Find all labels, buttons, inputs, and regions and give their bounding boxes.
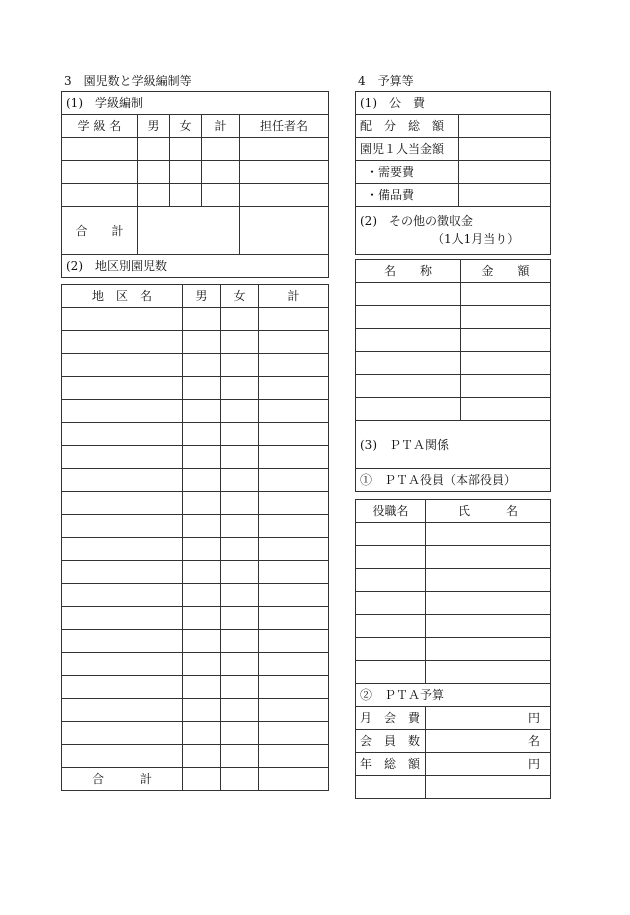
blank-cell[interactable] [259,538,329,561]
allocation-total-label: 配 分 総 額 [356,115,459,138]
blank-cell[interactable] [221,492,259,515]
table-row [62,400,329,423]
table-row [356,592,551,615]
blank-cell[interactable] [426,592,551,615]
table-row [62,446,329,469]
other-fees-title: (2) その他の徴収金 [360,214,473,228]
blank-cell[interactable] [221,584,259,607]
table-row [356,546,551,569]
blank-cell[interactable] [183,538,221,561]
blank-cell[interactable] [259,584,329,607]
header-position: 役職名 [356,500,426,523]
blank-cell[interactable] [183,561,221,584]
blank-cell[interactable] [183,354,221,377]
blank-cell[interactable] [259,745,329,768]
blank-cell[interactable] [183,699,221,722]
blank-cell[interactable] [183,400,221,423]
blank-cell[interactable] [461,283,551,306]
table-row [356,306,551,329]
table-row [356,283,551,306]
blank-cell[interactable] [221,423,259,446]
blank-cell[interactable] [183,607,221,630]
table-row [62,308,329,331]
blank-cell[interactable] [259,676,329,699]
blank-cell[interactable] [426,569,551,592]
blank-cell[interactable] [259,377,329,400]
pta-officers-title: ① ＰＴＡ役員（本部役員） [356,469,551,492]
blank-cell[interactable] [356,615,426,638]
monthly-fee-unit[interactable]: 円 [426,707,551,730]
blank-cell[interactable] [426,615,551,638]
blank-cell[interactable] [62,354,183,377]
per-child-amount-label: 園児１人当金額 [356,138,459,161]
blank-cell[interactable] [259,699,329,722]
blank-cell[interactable] [62,492,183,515]
blank-cell[interactable] [426,638,551,661]
public-funds-table [355,91,551,255]
header-district: 地 区 名 [62,285,183,308]
other-fees-table [355,259,551,492]
table-row [62,538,329,561]
blank-cell[interactable] [259,308,329,331]
header-total: 計 [202,115,240,138]
blank-cell[interactable] [259,354,329,377]
table-row [62,161,329,184]
blank-cell[interactable] [221,653,259,676]
public-funds-title: (1) 公 費 [356,92,551,115]
blank-cell[interactable] [183,515,221,538]
blank-cell[interactable] [62,377,183,400]
supplies-label: ・需要費 [356,161,459,184]
header-officer-name: 氏 名 [426,500,551,523]
blank-cell[interactable] [62,745,183,768]
table-row [62,331,329,354]
blank-cell[interactable] [183,308,221,331]
blank-cell[interactable] [62,607,183,630]
table-row [62,377,329,400]
blank-cell[interactable] [183,745,221,768]
blank-cell[interactable] [221,377,259,400]
blank-cell[interactable] [426,661,551,684]
blank-cell[interactable] [259,423,329,446]
blank-cell[interactable] [259,722,329,745]
table-row [62,699,329,722]
header-amount: 金 額 [461,260,551,283]
pta-table [355,499,551,799]
member-count-label: 会 員 数 [356,730,426,753]
blank-cell[interactable] [221,446,259,469]
pta-budget-title: ② ＰＴＡ予算 [356,684,551,707]
table-row [62,584,329,607]
blank-cell[interactable] [426,546,551,569]
class-total-blank[interactable] [240,207,329,255]
blank-cell[interactable] [62,446,183,469]
blank-cell[interactable] [62,561,183,584]
blank-cell[interactable] [221,354,259,377]
header-male: 男 [138,115,170,138]
header-class-name: 学 級 名 [62,115,138,138]
table-row [356,329,551,352]
blank-cell[interactable] [461,398,551,421]
blank-cell[interactable] [62,423,183,446]
blank-cell[interactable] [183,653,221,676]
blank-cell[interactable] [62,722,183,745]
blank-cell[interactable] [356,352,461,375]
section-3-heading: 3 園児数と学級編制等 [64,74,192,88]
blank-cell[interactable] [183,584,221,607]
pta-title: (3) ＰＴＡ関係 [356,421,551,469]
blank-cell[interactable] [183,722,221,745]
blank-cell[interactable] [62,699,183,722]
blank-cell[interactable] [221,538,259,561]
blank-cell[interactable] [221,630,259,653]
blank-cell[interactable] [221,676,259,699]
blank-cell[interactable] [461,329,551,352]
table-row [62,184,329,207]
header-teacher: 担任者名 [240,115,329,138]
blank-cell[interactable] [221,400,259,423]
table-row [356,398,551,421]
blank-cell[interactable] [356,661,426,684]
blank-cell[interactable] [62,676,183,699]
blank-cell[interactable] [221,308,259,331]
blank-cell[interactable] [259,492,329,515]
district-title: (2) 地区別園児数 [62,255,329,278]
table-row [62,607,329,630]
table-row [62,630,329,653]
blank-cell[interactable] [62,469,183,492]
header-male: 男 [183,285,221,308]
blank-cell[interactable] [356,592,426,615]
other-fees-subtitle: （1人1月当り） [432,232,520,246]
blank-cell[interactable] [259,469,329,492]
table-row [62,561,329,584]
header-female: 女 [170,115,202,138]
table-row [62,469,329,492]
table-row [356,569,551,592]
table-row [356,638,551,661]
annual-total-label: 年 総 額 [356,753,426,776]
blank-cell[interactable] [183,377,221,400]
blank-cell[interactable] [183,423,221,446]
blank-cell[interactable] [221,699,259,722]
blank-cell[interactable] [183,630,221,653]
table-row [356,352,551,375]
blank-cell[interactable] [461,375,551,398]
blank-cell[interactable] [356,283,461,306]
blank-cell[interactable] [62,538,183,561]
blank-cell[interactable] [221,469,259,492]
table-row [62,515,329,538]
blank-cell[interactable] [221,331,259,354]
blank-cell[interactable] [62,515,183,538]
class-organization-table [61,91,329,278]
header-female: 女 [221,285,259,308]
blank-cell[interactable] [259,515,329,538]
blank-cell[interactable] [259,561,329,584]
blank-cell[interactable] [62,331,183,354]
blank-cell[interactable] [221,607,259,630]
blank-cell[interactable] [221,722,259,745]
section-4-heading: 4 予算等 [358,74,414,88]
blank-cell[interactable] [259,331,329,354]
table-row [62,653,329,676]
table-row [356,615,551,638]
equipment-label: ・備品費 [356,184,459,207]
blank-cell[interactable] [183,446,221,469]
blank-cell[interactable] [259,653,329,676]
table-row [62,138,329,161]
blank-cell[interactable] [221,515,259,538]
table-row [356,523,551,546]
member-count-unit[interactable]: 名 [426,730,551,753]
blank-cell[interactable] [183,492,221,515]
blank-cell[interactable] [62,308,183,331]
blank-cell[interactable] [356,638,426,661]
table-row [62,423,329,446]
table-row [356,661,551,684]
blank-cell[interactable] [461,352,551,375]
blank-cell[interactable] [221,561,259,584]
blank-cell[interactable] [356,375,461,398]
district-table [61,284,329,791]
blank-cell[interactable] [259,630,329,653]
table-row [62,745,329,768]
monthly-fee-label: 月 会 費 [356,707,426,730]
blank-cell[interactable] [221,745,259,768]
blank-cell[interactable] [183,469,221,492]
blank-cell[interactable] [259,446,329,469]
district-total-label: 合 計 [62,768,183,791]
header-item-name: 名 称 [356,260,461,283]
class-organization-title: (1) 学級編制 [62,92,329,115]
table-row [62,722,329,745]
header-total: 計 [259,285,329,308]
blank-cell[interactable] [183,331,221,354]
blank-cell[interactable] [356,329,461,352]
class-total-label: 合 計 [62,207,138,255]
blank-cell[interactable] [62,653,183,676]
annual-total-unit[interactable]: 円 [426,753,551,776]
blank-cell[interactable] [259,400,329,423]
blank-cell[interactable] [356,398,461,421]
blank-cell[interactable] [356,523,426,546]
blank-cell[interactable] [356,569,426,592]
blank-cell[interactable] [62,630,183,653]
blank-cell[interactable] [356,306,461,329]
blank-cell[interactable] [259,607,329,630]
table-row [62,676,329,699]
blank-cell[interactable] [356,546,426,569]
table-row [62,354,329,377]
blank-cell[interactable] [62,400,183,423]
blank-cell[interactable] [62,584,183,607]
class-total-value[interactable] [138,207,240,255]
blank-cell[interactable] [183,676,221,699]
blank-cell[interactable] [461,306,551,329]
table-row [356,375,551,398]
blank-cell[interactable] [426,523,551,546]
table-row [62,492,329,515]
